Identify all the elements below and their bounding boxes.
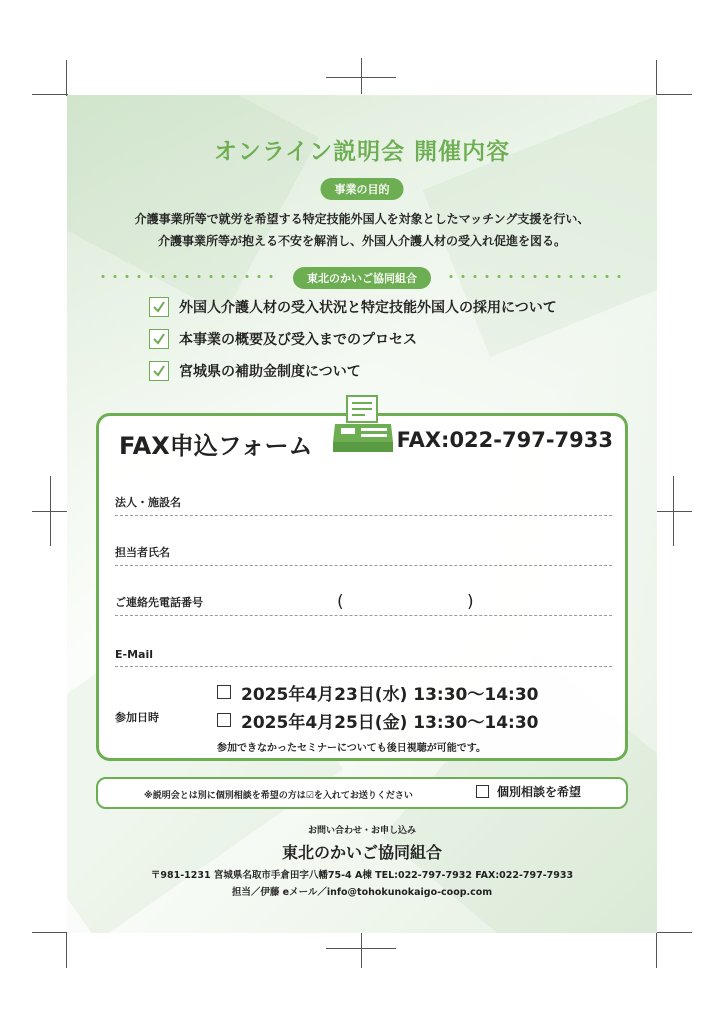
phone-field[interactable] (115, 585, 612, 616)
footer-address: 〒981-1231 宮城県名取市手倉田字八幡75-4 A棟 TEL:022-797-7932 FAX:022-797-7933 (150, 870, 574, 881)
agenda-item (149, 328, 417, 350)
footer-org-name: 東北のかいご協同組合 (281, 843, 442, 862)
email-field[interactable] (115, 636, 612, 667)
phone-paren-open: ( (337, 592, 344, 612)
check-icon (149, 361, 169, 381)
checkbox-empty-icon[interactable] (217, 713, 231, 727)
phone-label: ご連絡先電話番号 (115, 596, 203, 609)
fax-number: FAX:022-797-7933 (396, 428, 613, 452)
consultation-checkbox-label: 個別相談を希望 (497, 785, 582, 799)
purpose-line: 介護事業所等で就労を希望する特定技能外国人を対象としたマッチング支援を行い、 (134, 212, 590, 226)
purpose-text (67, 208, 657, 252)
inquiry-label: お問い合わせ・お申し込み (307, 826, 416, 836)
date-note: 参加できなかったセミナーについても後日視聴が可能です。 (217, 743, 486, 754)
check-icon (149, 297, 169, 317)
dotted-divider-right (445, 275, 627, 278)
date-option[interactable] (217, 709, 538, 731)
purpose-line: 介護事業所等が抱える不安を解消し、外国人介護人材の受入れ促進を図る。 (157, 234, 566, 248)
consultation-checkbox[interactable] (476, 783, 581, 800)
form-title: FAX申込フォーム (119, 432, 313, 460)
contact-person-label: 担当者氏名 (115, 546, 170, 559)
checkbox-empty-icon[interactable] (217, 685, 231, 699)
page-title: オンライン説明会 開催内容 (213, 139, 511, 165)
agenda-item-label: 宮城県の補助金制度について (179, 364, 361, 380)
agenda-item (149, 360, 361, 382)
agenda-item-label: 本事業の概要及び受入までのプロセス (179, 332, 417, 348)
email-label: E-Mail (115, 648, 153, 661)
dotted-divider-left (97, 275, 279, 278)
org-tag: 東北のかいご協同組合 (293, 267, 431, 289)
date-option-label: 2025年4月25日(金) 13:30〜14:30 (241, 712, 539, 733)
fax-machine-icon (331, 394, 395, 460)
check-icon (149, 329, 169, 349)
consultation-box (96, 777, 628, 809)
date-option-label: 2025年4月23日(水) 13:30〜14:30 (241, 684, 539, 705)
date-option[interactable] (217, 681, 538, 703)
contact-person-field[interactable] (115, 535, 612, 566)
purpose-tag: 事業の目的 (321, 178, 404, 200)
facility-field[interactable] (115, 485, 612, 516)
phone-paren-close: ) (467, 592, 474, 612)
agenda-item (149, 296, 557, 318)
fax-application-form (96, 413, 628, 761)
flyer-sheet (67, 95, 657, 933)
checkbox-empty-icon[interactable] (476, 785, 489, 798)
footer-contact: 担当／伊藤 eメール／info@tohokunokaigo-coop.com (231, 887, 493, 898)
facility-label: 法人・施設名 (115, 496, 181, 509)
date-label: 参加日時 (115, 711, 159, 724)
agenda-item-label: 外国人介護人材の受入状況と特定技能外国人の採用について (179, 300, 557, 316)
consultation-note: ※説明会とは別に個別相談を希望の方は☑を入れてお送りください (144, 791, 413, 801)
